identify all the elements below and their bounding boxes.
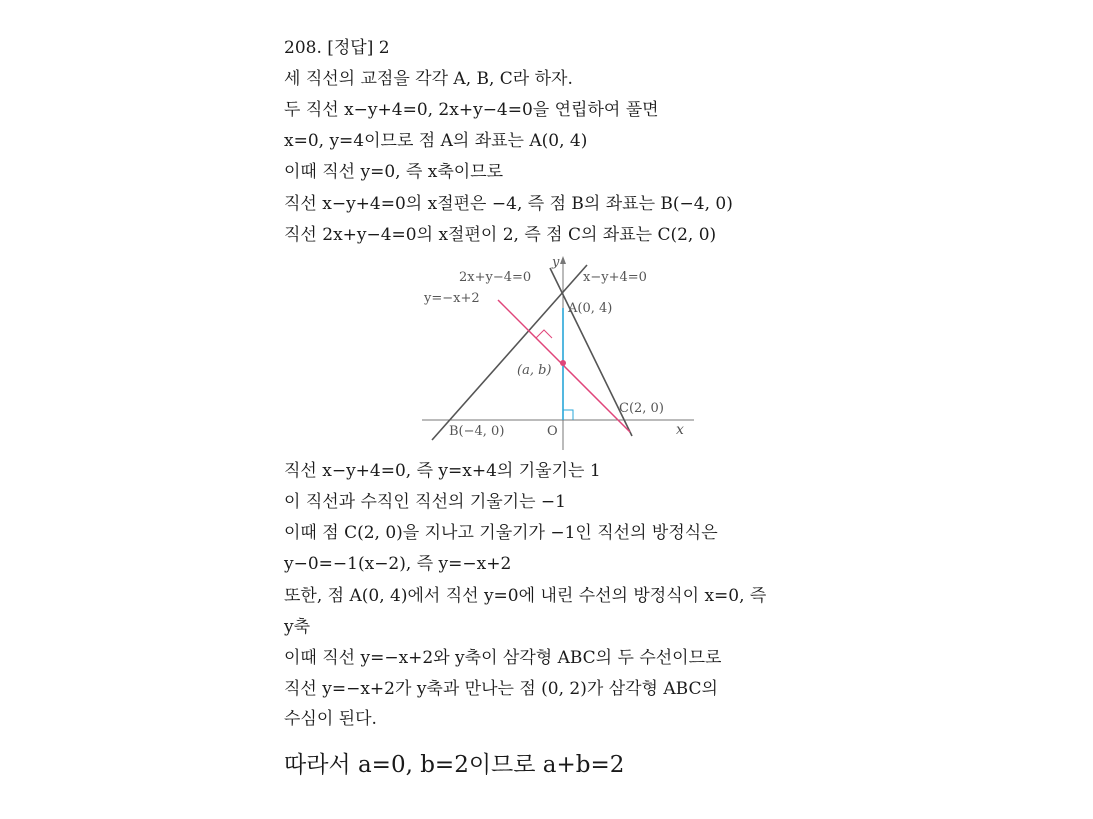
- label-y-axis: y: [552, 255, 560, 270]
- right-angle-mark-perp: [536, 330, 552, 338]
- text-line: y축: [284, 617, 311, 637]
- label-y-eq-minus-x-plus-2: y=−x+2: [424, 291, 480, 306]
- label-x-minus-y-plus-4: x−y+4=0: [583, 270, 647, 285]
- text-line: 이때 직선 y=0, 즉 x축이므로: [284, 162, 504, 182]
- label-2x-plus-y-minus-4: 2x+y−4=0: [459, 270, 532, 285]
- text-line: 이때 점 C(2, 0)을 지나고 기울기가 −1인 직선의 방정식은: [284, 523, 718, 543]
- orthocenter-point: [560, 360, 566, 366]
- label-point-A: A(0, 4): [568, 301, 613, 316]
- label-point-B: B(−4, 0): [449, 424, 505, 439]
- text-line: 직선 x−y+4=0, 즉 y=x+4의 기울기는 1: [284, 461, 601, 481]
- coordinate-figure: [412, 250, 702, 452]
- text-line: 수심이 된다.: [284, 709, 377, 729]
- label-ab: (a, b): [517, 363, 552, 378]
- label-x-axis: x: [676, 422, 684, 438]
- text-line: 세 직선의 교점을 각각 A, B, C라 하자.: [284, 69, 573, 89]
- text-line: 이때 직선 y=−x+2와 y축이 삼각형 ABC의 두 수선이므로: [284, 648, 722, 668]
- text-line: 이 직선과 수직인 직선의 기울기는 −1: [284, 492, 566, 512]
- label-point-C: C(2, 0): [619, 401, 664, 416]
- text-line: 두 직선 x−y+4=0, 2x+y−4=0을 연립하여 풀면: [284, 100, 659, 120]
- conclusion-line: 따라서 a=0, b=2이므로 a+b=2: [284, 752, 625, 778]
- text-line: 직선 x−y+4=0의 x절편은 −4, 즉 점 B의 좌표는 B(−4, 0): [284, 194, 733, 214]
- text-line: y−0=−1(x−2), 즉 y=−x+2: [284, 554, 512, 574]
- text-line: 또한, 점 A(0, 4)에서 직선 y=0에 내린 수선의 방정식이 x=0, 즉: [284, 586, 767, 606]
- right-angle-mark-O: [563, 410, 573, 420]
- problem-header: 208. [정답] 2: [284, 38, 390, 58]
- label-origin: O: [547, 424, 558, 439]
- text-line: x=0, y=4이므로 점 A의 좌표는 A(0, 4): [284, 131, 588, 151]
- text-line: 직선 2x+y−4=0의 x절편이 2, 즉 점 C의 좌표는 C(2, 0): [284, 225, 717, 245]
- y-axis-arrow: [560, 256, 566, 264]
- text-line: 직선 y=−x+2가 y축과 만나는 점 (0, 2)가 삼각형 ABC의: [284, 679, 718, 699]
